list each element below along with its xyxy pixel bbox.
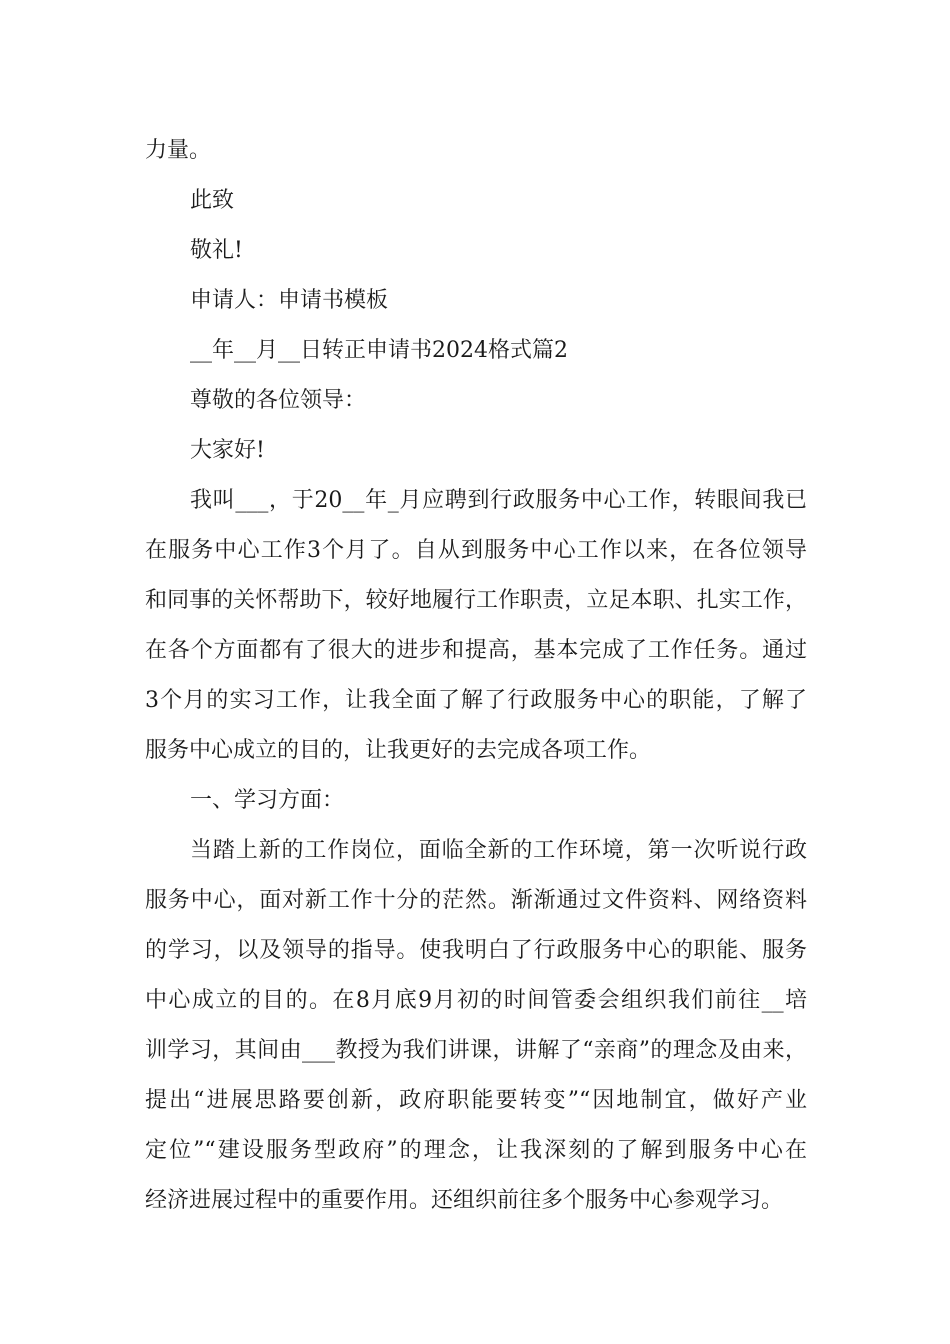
text-line: 尊敬的各位领导： <box>190 388 367 413</box>
text-line: 我叫___，于20__年_月应聘到行政服务中心工作，转眼间我已 <box>190 488 807 513</box>
text-line: __年__月__日转正申请书2024格式篇2 <box>190 338 568 363</box>
text-line: 服务中心成立的目的，让我更好的去完成各项工作。 <box>145 738 652 763</box>
text-line: 敬礼! <box>190 238 243 263</box>
text-line: 的学习，以及领导的指导。使我明白了行政服务中心的职能、服务 <box>145 938 807 963</box>
text-line: 和同事的关怀帮助下，较好地履行工作职责，立足本职、扎实工作， <box>145 588 807 613</box>
text-line: 大家好! <box>190 438 265 463</box>
text-line: 在服务中心工作3个月了。自从到服务中心工作以来，在各位领导 <box>145 538 807 563</box>
text-line: 训学习，其间由___教授为我们讲课，讲解了“亲商”的理念及由来， <box>145 1038 807 1063</box>
text-line: 服务中心，面对新工作十分的茫然。渐渐通过文件资料、网络资料 <box>145 888 807 913</box>
text-line: 中心成立的目的。在8月底9月初的时间管委会组织我们前往__培 <box>145 988 807 1013</box>
text-line: 提出“进展思路要创新，政府职能要转变”“因地制宜，做好产业 <box>145 1088 807 1113</box>
text-line: 此致 <box>190 188 235 213</box>
text-line: 申请人：申请书模板 <box>190 288 389 313</box>
text-line: 一、学习方面： <box>190 788 345 813</box>
text-line: 定位”“建设服务型政府”的理念，让我深刻的了解到服务中心在 <box>145 1138 807 1163</box>
text-line: 经济进展过程中的重要作用。还组织前往多个服务中心参观学习。 <box>145 1188 784 1213</box>
text-line: 力量。 <box>145 138 212 163</box>
text-line: 3个月的实习工作，让我全面了解了行政服务中心的职能，了解了 <box>145 688 807 713</box>
text-line: 在各个方面都有了很大的进步和提高，基本完成了工作任务。通过 <box>145 638 807 663</box>
document-body <box>145 126 807 1226</box>
text-line: 当踏上新的工作岗位，面临全新的工作环境，第一次听说行政 <box>190 838 807 863</box>
